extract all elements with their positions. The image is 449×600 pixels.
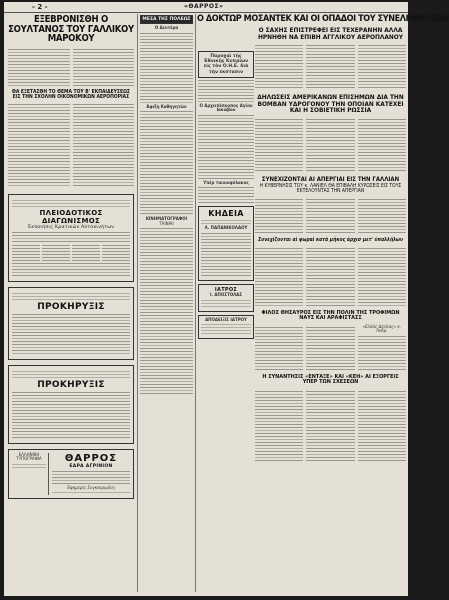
column-right [197,14,449,595]
funeral-name: Λ. ΠΑΠΑΝΙΚΟΛΑΟΥ [204,225,248,231]
article-body-treasure [255,325,406,372]
headline-shah-returns: Ο ΣΑΧΗΣ ΕΠΙΣΤΡΕΦΕΙ ΕΙΣ ΤΕΧΕΡΑΝΗΝ ΑΛΛΑ ΗΡΝΗΘΗ ΝΑ ΕΠΙΒΗ ΑΓΓΛΙΚΟΥ ΑΕΡΟΠΛΑΝΟΥ [257,26,404,41]
article-body-h-bomb [255,117,406,173]
proclamation-title-1: ΠΡΟΚΗΡΥΞΙΣ [37,301,105,312]
column-rule [137,14,138,592]
headline-h-bomb: ΔΗΛΩΣΕΙΣ ΑΜΕΡΙΚΑΝΩΝ ΕΠΙΣΗΜΩΝ ΔΙΑ ΤΗΝ ΒΟΜΒΑΝ ΥΔΡΟΓΟΝΟΥ ΤΗΝ ΟΠΟΙΑΝ ΚΑΤΕΧΕΙ ΚΑΙ Η ΣΟΒΙΕΤΙΚΗ ΡΩΣΣΙΑ [257,93,404,114]
article-body-school [8,102,134,188]
column-middle [140,15,193,595]
proclamation-title-2: ΠΡΟΚΗΡΥΞΙΣ [37,379,105,390]
headline-laniel-government: Η ΚΥΒΕΡΝΗΣΙΣ ΤΟΥ κ. ΛΑΝΙΕΛ ΘΑ ΕΠΙΒΑΛΗ ΚΥΡΩΣΕΙΣ ΕΙΣ ΤΟΥΣ ΕΚΤΕΛΟΥΝΤΑΣ ΤΗΝ ΑΠΕΡΓΙΑΝ [259,182,402,194]
headline-meeting: Η ΣΥΝΑΝΤΗΣΙΣ «ΕΝΤΑΞΕ» ΚΑΙ «ΚΕΗ» ΑΙ ΕΞΟΡΓΕΙΣ ΥΠΕΡ ΤΩΝ ΣΧΕΣΕΩΝ [262,373,399,386]
doctor-name: Ι. ΑΠΟΣΤΟΛΑΣ [209,292,243,298]
archbishop-notice: Ο Αρχιεπίσκοπος Αγίου Ιακώβου [199,102,253,113]
headline-strikes-france: ΣΥΝΕΧΙΖΟΝΤΑΙ ΑΙ ΑΠΕΡΓΙΑΙ ΕΙΣ ΤΗΝ ΓΑΛΛΙΑΝ [261,175,400,183]
article-body-strikes [255,197,406,235]
proclamation-notice-1 [8,287,134,360]
doctor-proof-title: ΑΠΟΔΕΙΞΙΣ ΙΑΤΡΟΥ [205,316,247,322]
column-rule [195,14,196,592]
section-monday: Ο Δευτέρα [154,25,179,30]
auction-title: ΠΛΕΙΟΔΟΤΙΚΟΣ ΔΙΑΓΩΝΙΣΜΟΣ [39,208,103,225]
film-support-notice: Υπέρ ταινιοφύλακος [203,179,249,185]
tharros-title: ΘΑΡΡΟΣ [64,452,118,464]
banner-headline-mossadegh: Ο ΔΟΚΤΩΡ ΜΟΣΑΝΤΕΚ ΚΑΙ ΟΙ ΟΠΑΔΟΙ ΤΟΥ ΣΥΝΕΛΗΦΘΗΣΑΝ [197,14,449,24]
page-header [4,2,408,13]
auction-notice [8,194,134,282]
tharros-printing-ad [8,449,134,500]
headline-treasure: ΦΙΛΟΣ ΘΗΣΑΥΡΟΣ ΕΙΣ ΤΗΝ ΠΟΛΙΝ ΤΗΣ ΤΡΟΦΙΜΩΝ ΝΑΥΣ ΚΑΙ ΑΡΑΦΙΣΤΑΣΣ [261,309,400,321]
headline-sultan: ΕΞΕΒΡΟΝΙΣΘΗ Ο ΣΟΥΛΤΑΝΟΣ ΤΟΥ ΓΑΛΛΙΚΟΥ ΜΑΡΟΚΟΥ [8,14,134,44]
headline-searches: Συνεχίζονται αἱ φωραὶ κατὰ μήκος ἀρχισ μετ' ὑπαλλήλων [258,236,403,243]
article-body-shah [255,43,406,90]
printing-label: ΕΛΛΗΝΙΚΗ ΤΥΠΟΓΡΑΦΙΑ [16,451,42,462]
tharros-address: ΕΔΡΑ ΑΓΡΙΝΙΟΝ [69,463,113,469]
auction-subtitle: Ἐκποιήσις Κρατικῶν Αὐτοκινήτων [27,224,115,230]
section-films: ΤΑΙΝΙΑΙ [159,220,174,226]
side-note: «Ελλάς Δειλίας» κ. Ανδρ. [362,323,401,334]
article-body-sultan [8,47,134,88]
funeral-title: ΚΗΔΕΙΑ [208,209,244,219]
headline-school: ΘΑ ΕΞΕΤΑΣΘΗ ΤΟ ΘΕΜΑ ΤΟΥ Β' ΕΚΠΑΙΔΕΥΣΕΩΣ ΕΙΣ ΤΗΝ ΣΧΟΛΗΝ ΟΙΚΟΝΟΜΙΚΩΝ ΑΕΡΟΠΟΡΙΑΣ [12,88,130,100]
doctor-title: ΙΑΤΡΟΣ [214,287,238,294]
un-notice-text: Παροχαὶ τῆς Ἐθνικῆς Κυπρίων εἰς τὸν Ο.Η.Ε. διὰ τὴν ἐκστασιν [203,54,249,75]
section-arrivals: Ἀφιξη Καθηγητῶν [146,103,187,109]
tharros-footer: Ἐφημερὶς Συγκεκριμένη [67,484,115,490]
article-body-searches [255,246,406,308]
proclamation-notice-2 [8,365,134,444]
article-body-meeting [255,389,406,463]
column-left [8,15,134,595]
city-section-header: ΜΕΣΑ ΤΗΣ ΠΟΛΕΩΣ [140,15,193,24]
masthead: «ΘΑΡΡΟΣ» [184,3,224,10]
section-cinema: ΚΙΝΗΜΑΤΟΓΡΑΦΟΙ [145,216,188,222]
newspaper-page [4,2,449,596]
page-number: - 2 - [32,3,48,11]
